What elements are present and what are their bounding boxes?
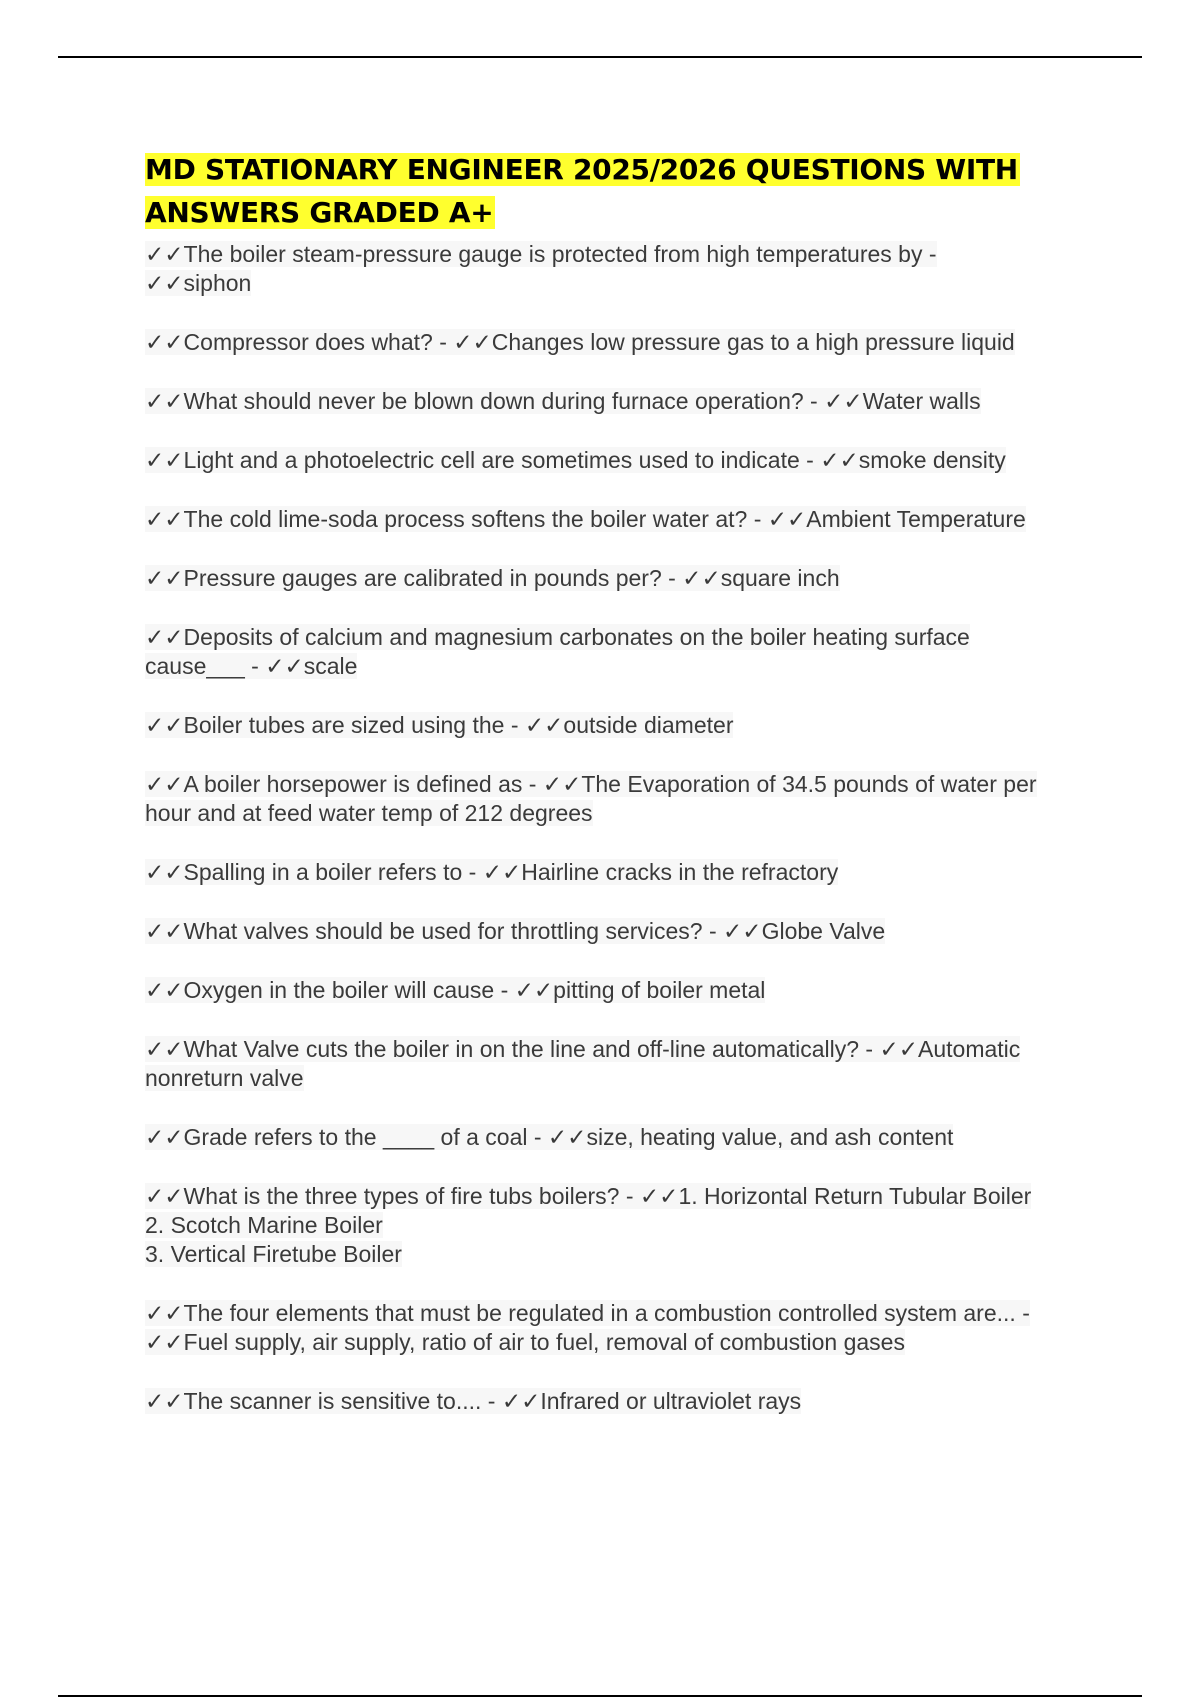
bottom-rule — [58, 1695, 1142, 1697]
qa-item-10 — [145, 858, 1085, 887]
qa-item-1 — [145, 240, 1085, 298]
qa-item-text: ✓✓Oxygen in the boiler will cause - ✓✓pitting of boiler metal — [145, 977, 766, 1003]
qa-item-text: ✓✓The cold lime-soda process softens the boiler water at? - ✓✓Ambient Temperature — [145, 506, 1026, 532]
qa-item-9 — [145, 770, 1085, 828]
qa-item-2 — [145, 328, 1085, 357]
qa-item-12 — [145, 976, 1085, 1005]
qa-item-text: ✓✓Compressor does what? - ✓✓Changes low pressure gas to a high pressure liquid — [145, 329, 1015, 355]
qa-item-text: ✓✓What should never be blown down during furnace operation? - ✓✓Water walls — [145, 388, 981, 414]
qa-item-16 — [145, 1299, 1085, 1357]
qa-item-17 — [145, 1387, 1085, 1416]
qa-item-text: ✓✓The four elements that must be regulated in a combustion controlled system are... - ✓✓Fuel supply, air supply, ratio of air to fuel, removal of combustion gases — [145, 1300, 1030, 1355]
qa-item-text: ✓✓Pressure gauges are calibrated in pounds per? - ✓✓square inch — [145, 565, 840, 591]
qa-item-text: ✓✓Grade refers to the ____ of a coal - ✓✓size, heating value, and ash content — [145, 1124, 954, 1150]
qa-item-text: ✓✓Deposits of calcium and magnesium carbonates on the boiler heating surface cause___ - ✓✓scale — [145, 624, 970, 679]
qa-item-text: ✓✓Boiler tubes are sized using the - ✓✓outside diameter — [145, 712, 734, 738]
qa-item-text: ✓✓What valves should be used for throttling services? - ✓✓Globe Valve — [145, 918, 886, 944]
qa-item-14 — [145, 1123, 1085, 1152]
qa-item-11 — [145, 917, 1085, 946]
page-title — [145, 148, 1085, 234]
qa-item-text: ✓✓What is the three types of fire tubs boilers? - ✓✓1. Horizontal Return Tubular Boiler 2. Scotch Marine Boiler 3. Vertical Firetube Boiler — [145, 1183, 1032, 1267]
qa-item-text: ✓✓Spalling in a boiler refers to - ✓✓Hairline cracks in the refractory — [145, 859, 839, 885]
qa-item-15 — [145, 1182, 1085, 1269]
page-title-text: MD STATIONARY ENGINEER 2025/2026 QUESTIONS WITH ANSWERS GRADED A+ — [145, 153, 1018, 229]
qa-item-text: ✓✓The scanner is sensitive to.... - ✓✓Infrared or ultraviolet rays — [145, 1388, 802, 1414]
qa-item-8 — [145, 711, 1085, 740]
qa-item-5 — [145, 505, 1085, 534]
qa-item-text: ✓✓Light and a photoelectric cell are sometimes used to indicate - ✓✓smoke density — [145, 447, 1006, 473]
qa-item-6 — [145, 564, 1085, 593]
qa-item-13 — [145, 1035, 1085, 1093]
qa-item-7 — [145, 623, 1085, 681]
qa-item-text: ✓✓What Valve cuts the boiler in on the line and off-line automatically? - ✓✓Automatic nonreturn valve — [145, 1036, 1021, 1091]
qa-item-text: ✓✓The boiler steam-pressure gauge is protected from high temperatures by - ✓✓siphon — [145, 241, 937, 296]
top-rule — [58, 56, 1142, 58]
qa-item-text: ✓✓A boiler horsepower is defined as - ✓✓The Evaporation of 34.5 pounds of water per hour and at feed water temp of 212 degrees — [145, 771, 1037, 826]
qa-item-3 — [145, 387, 1085, 416]
document-body — [145, 148, 1085, 1416]
qa-item-4 — [145, 446, 1085, 475]
